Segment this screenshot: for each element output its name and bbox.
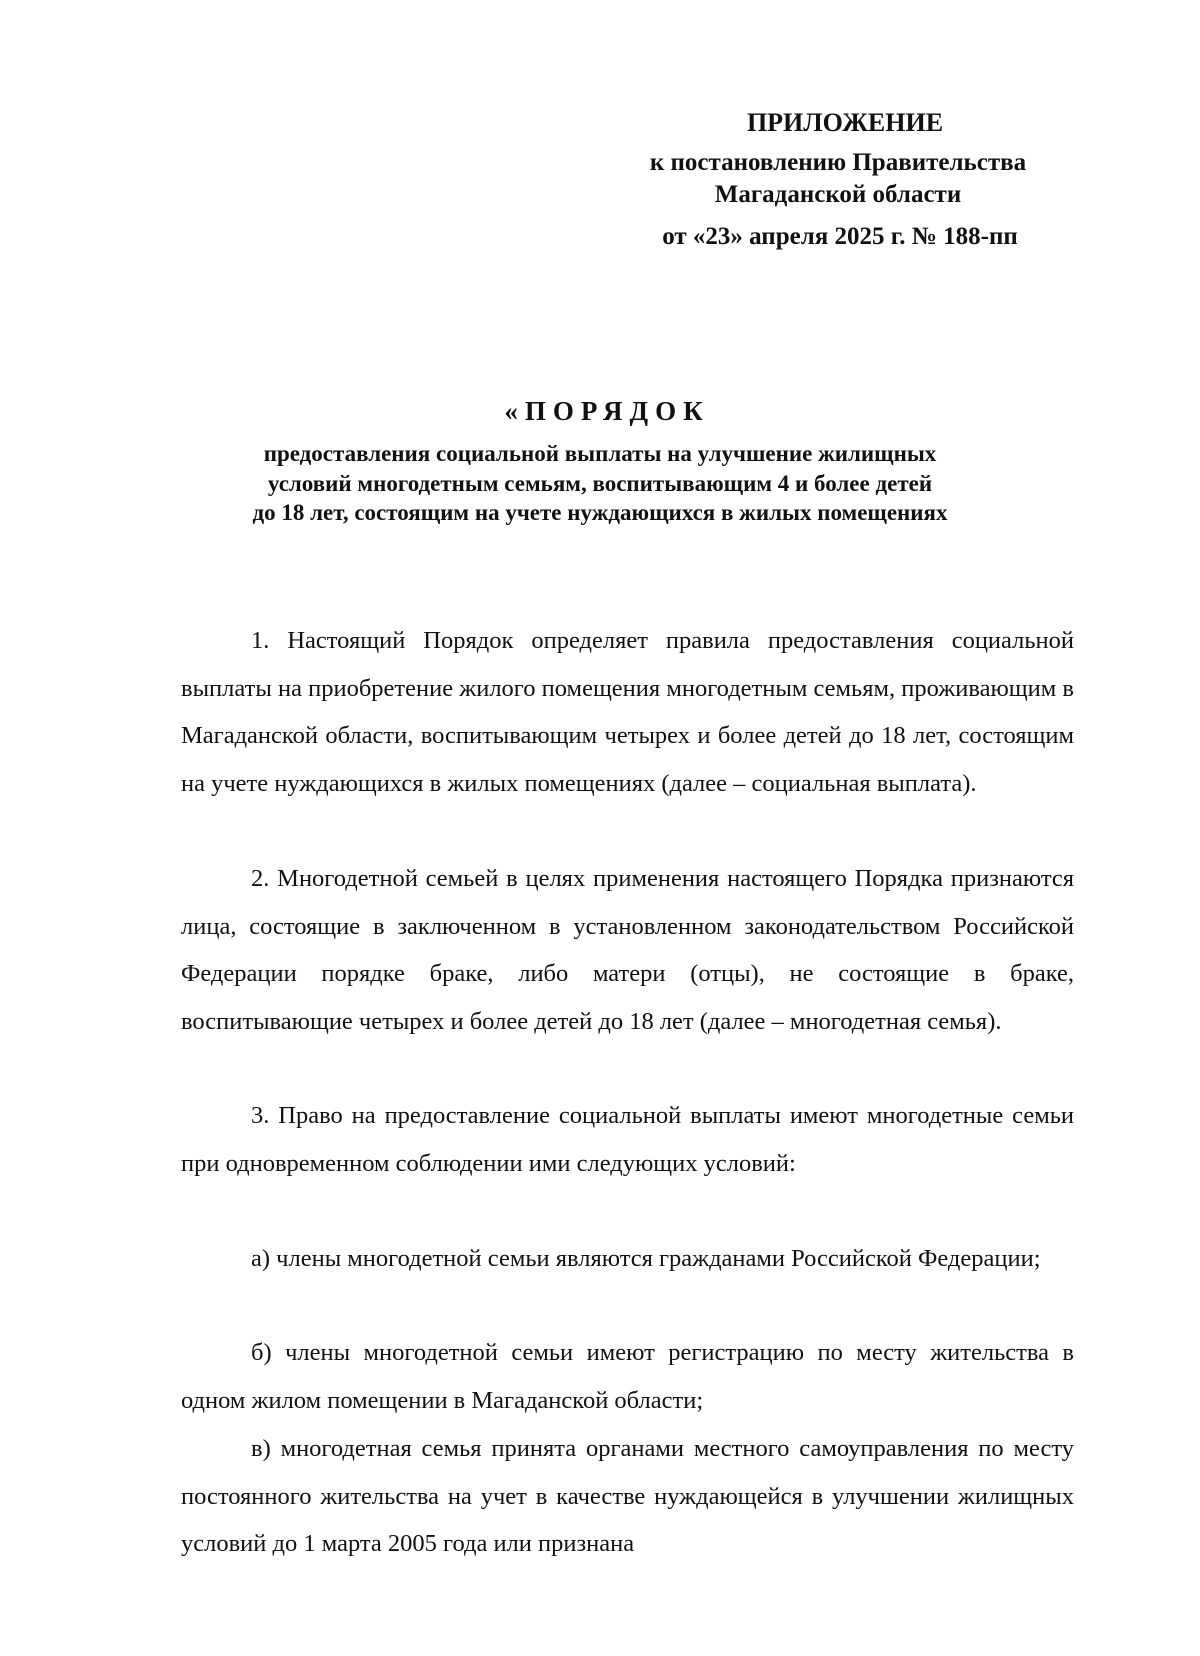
document-subtitle-line3: до 18 лет, состоящим на учете нуждающихся в жилых помещениях [252, 500, 948, 525]
appendix-title: ПРИЛОЖЕНИЕ [746, 108, 944, 137]
document-subtitle-line1: предоставления социальной выплаты на улучшение жилищных [263, 441, 937, 466]
condition-b: б) члены многодетной семьи имеют регистрацию по месту жительства в одном жилом помещении в Магаданской области; [181, 1339, 1074, 1414]
document-title: «ПОРЯДОК [504, 396, 710, 426]
document-subtitle-line2: условий многодетным семьям, воспитывающим 4 и более детей [267, 471, 933, 496]
decree-reference-line1: к постановлению Правительства [649, 149, 1027, 176]
paragraph-1: 1. Настоящий Порядок определяет правила предоставления социальной выплаты на приобретение жилого помещения многодетным семьям, проживающим в Магаданской области, воспитывающим четырех и более детей до 18 лет, состоящим на учете нуждающихся в жилых помещениях (далее – социальная выплата). [181, 627, 1074, 797]
paragraph-3: 3. Право на предоставление социальной выплаты имеют многодетные семьи при одновременном соблюдении ими следующих условий: [181, 1102, 1074, 1177]
decree-date: от «23» апреля 2025 г. № 188-пп [662, 223, 1018, 250]
condition-c: в) многодетная семья принята органами местного самоуправления по месту постоянного жительства на учет в качестве нуждающейся в улучшении жилищных условий до 1 марта 2005 года или признана [181, 1435, 1074, 1557]
paragraph-2: 2. Многодетной семьей в целях применения настоящего Порядка признаются лица, состоящие в заключенном в установленном законодательством Российской Федерации порядке браке, либо матери (отцы), не состоящие в браке, воспитывающие четырех и более детей до 18 лет (далее – многодетная семья). [181, 865, 1074, 1035]
condition-a: а) члены многодетной семьи являются гражданами Российской Федерации; [251, 1245, 1041, 1272]
decree-reference-line2: Магаданской области [714, 181, 962, 208]
